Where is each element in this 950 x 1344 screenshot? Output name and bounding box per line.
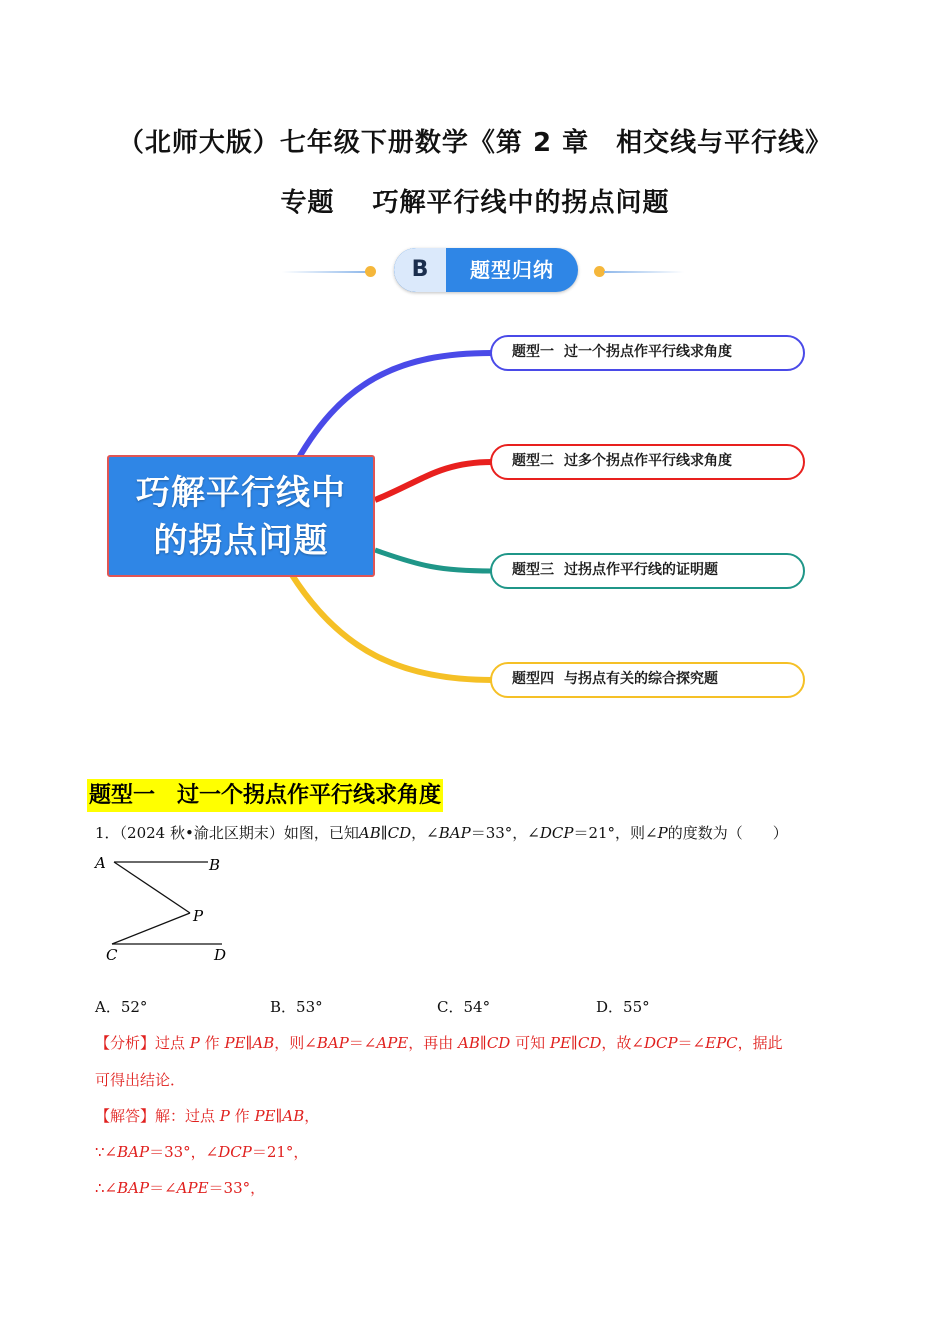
branch-text: 过拐点作平行线的证明题	[564, 562, 718, 578]
section-tag: 题型一	[89, 783, 156, 808]
page-subtitle	[0, 182, 950, 219]
sol-text: ＝∠	[149, 1179, 177, 1197]
stem-text: 如图，已知	[283, 824, 359, 842]
question-source: （2024 秋•渝北区期末）	[119, 824, 284, 842]
sol-math: P	[219, 1107, 230, 1125]
sol-math: EPC	[705, 1034, 738, 1052]
sol-math: PE∥AB	[254, 1107, 305, 1125]
section-badge	[394, 248, 578, 292]
sol-math: BAP	[117, 1143, 150, 1161]
stem-text: ，∠	[411, 824, 439, 842]
sol-text: ∴∠	[95, 1179, 118, 1197]
question-figure	[92, 850, 242, 968]
branch-text: 过一个拐点作平行线求角度	[564, 344, 732, 360]
sol-text: ＝21°，	[251, 1143, 309, 1161]
sol-text: 解：过点	[155, 1107, 220, 1125]
branch-tag: 题型三	[512, 562, 554, 578]
badge-left-line	[282, 271, 367, 273]
analysis-label: 【分析】	[95, 1034, 156, 1052]
analysis-line-2: 可得出结论．	[95, 1071, 186, 1089]
connector-4	[292, 575, 492, 680]
answer-options	[95, 996, 855, 1018]
label-p: P	[193, 907, 204, 925]
sol-text: ，故∠	[601, 1034, 644, 1052]
question-number: 1．	[95, 824, 120, 842]
label-d: D	[214, 946, 227, 964]
answer-line-1	[95, 1105, 319, 1127]
mindmap-branch-2	[490, 444, 805, 480]
option-d[interactable]: D．55°	[596, 998, 650, 1016]
question-stem	[95, 822, 788, 844]
sol-text: 过点	[155, 1034, 190, 1052]
sol-text: ＝33°，∠	[149, 1143, 219, 1161]
sol-text: 作	[229, 1107, 255, 1125]
subtitle-prefix: 专题	[280, 188, 335, 218]
sol-math: P	[189, 1034, 200, 1052]
sol-math: PE∥CD	[549, 1034, 602, 1052]
sol-math: AB∥CD	[458, 1034, 511, 1052]
sol-text: ＝∠	[348, 1034, 377, 1052]
sol-math: APE	[376, 1034, 409, 1052]
stem-math: BAP	[438, 824, 471, 842]
stem-text: 的度数为（ ）	[667, 824, 788, 842]
sol-text: 作	[199, 1034, 225, 1052]
line-ap	[114, 862, 190, 913]
line-pc	[112, 913, 190, 944]
option-a[interactable]: A．52°	[95, 998, 148, 1016]
branch-text: 与拐点有关的综合探究题	[564, 671, 718, 687]
label-b: B	[209, 856, 221, 874]
sol-math: PE∥AB	[224, 1034, 275, 1052]
section-title: 过一个拐点作平行线求角度	[177, 783, 442, 808]
mindmap-branch-4	[490, 662, 805, 698]
connector-1	[292, 353, 492, 470]
stem-math: AB∥CD	[358, 824, 412, 842]
center-line-1: 巧解平行线中	[136, 473, 346, 513]
stem-math: DCP	[539, 824, 574, 842]
label-c: C	[106, 946, 118, 964]
label-a: A	[95, 854, 106, 872]
mindmap-center-node	[107, 455, 375, 577]
subtitle-topic: 巧解平行线中的拐点问题	[372, 188, 670, 218]
analysis-line-1	[95, 1032, 783, 1054]
stem-text: ＝33°，∠	[470, 824, 540, 842]
sol-text: ＝∠	[677, 1034, 706, 1052]
stem-text: ＝21°，则∠	[573, 824, 658, 842]
center-line-2: 的拐点问题	[153, 521, 329, 561]
sol-text: ，再由	[408, 1034, 459, 1052]
badge-text: 题型归纳	[470, 258, 554, 282]
branch-tag: 题型二	[512, 453, 554, 469]
sol-math: APE	[176, 1179, 209, 1197]
badge-letter: B	[394, 248, 446, 292]
page-title: （北师大版）七年级下册数学《第 2 章 相交线与平行线》	[117, 128, 833, 158]
sol-text: ＝33°，	[208, 1179, 266, 1197]
mindmap-branch-1	[490, 335, 805, 371]
section-heading	[87, 779, 443, 812]
section-badge-banner	[0, 246, 950, 294]
branch-tag: 题型一	[512, 344, 554, 360]
connector-3	[375, 550, 492, 571]
answer-line-3	[95, 1177, 265, 1199]
mindmap-branch-3	[490, 553, 805, 589]
option-b[interactable]: B．53°	[270, 998, 323, 1016]
sol-math: BAP	[117, 1179, 150, 1197]
branch-tag: 题型四	[512, 671, 554, 687]
answer-label: 【解答】	[95, 1107, 156, 1125]
branch-text: 过多个拐点作平行线求角度	[564, 453, 732, 469]
connector-2	[375, 462, 492, 500]
badge-right-line	[604, 271, 684, 273]
badge-left-dot	[365, 266, 376, 277]
option-c[interactable]: C．54°	[437, 998, 491, 1016]
sol-math: BAP	[316, 1034, 349, 1052]
sol-text: ，据此	[737, 1034, 783, 1052]
sol-text: 可知	[510, 1034, 550, 1052]
sol-math: DCP	[643, 1034, 678, 1052]
answer-line-2	[95, 1141, 308, 1163]
sol-math: DCP	[218, 1143, 252, 1161]
stem-math: P	[657, 824, 668, 842]
sol-text: ，则∠	[274, 1034, 317, 1052]
sol-text: ，	[304, 1107, 320, 1125]
sol-text: ∵∠	[95, 1143, 118, 1161]
